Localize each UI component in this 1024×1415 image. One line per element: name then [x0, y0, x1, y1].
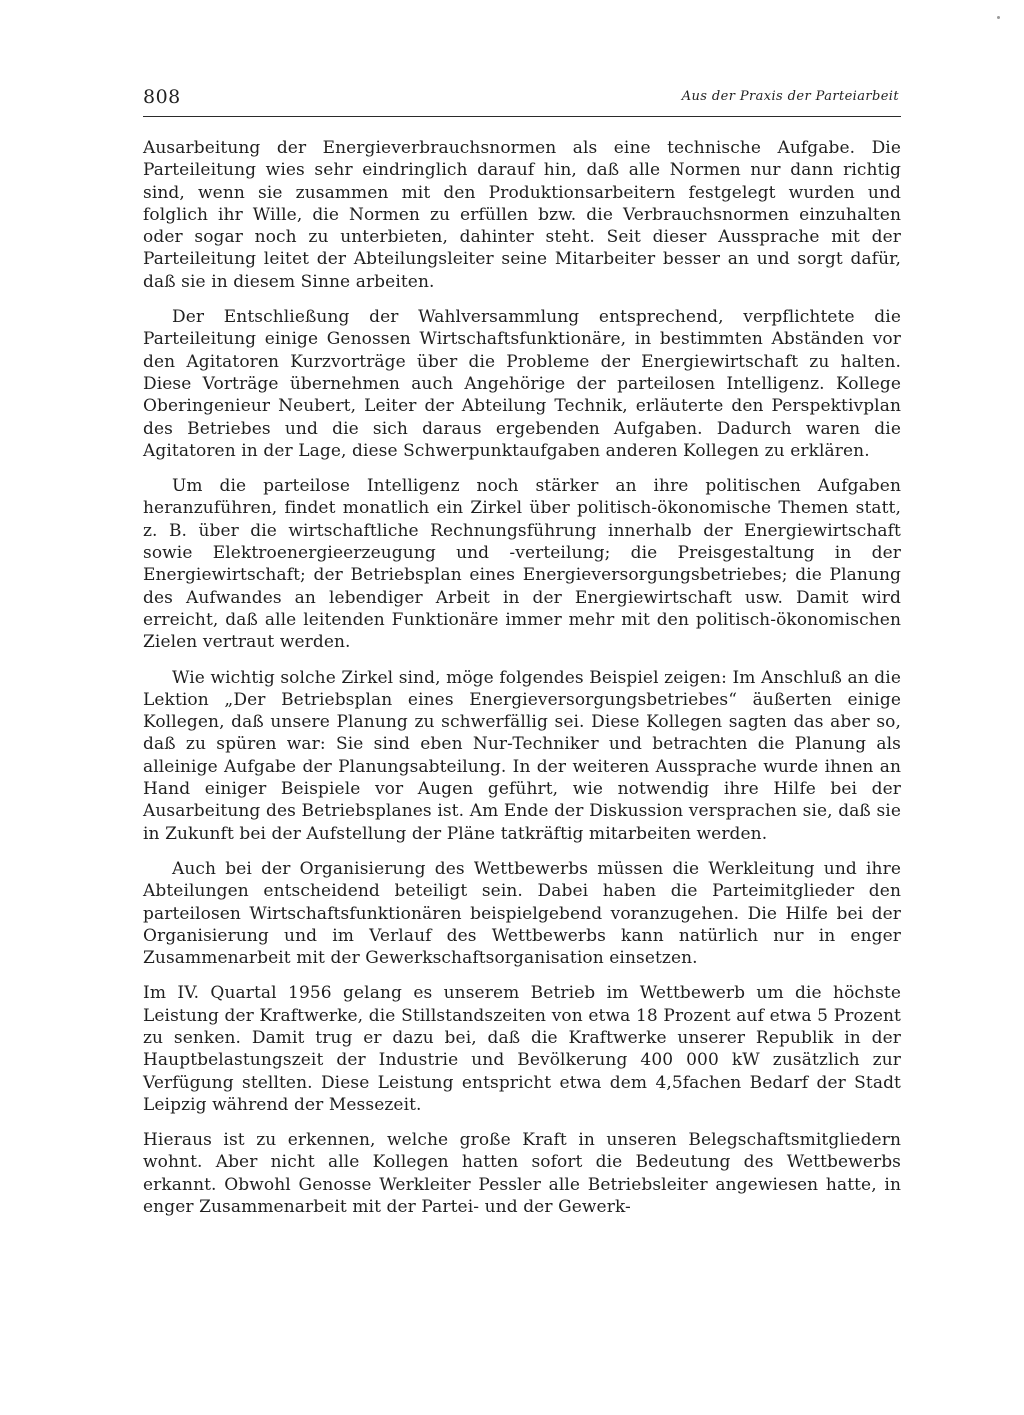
- paragraph-3: Um die parteilose Intelligenz noch stärker an ihre politischen Aufgaben heranzuführen, findet monatlich ein Zirkel über politisch-ökonomische Themen statt, z. B. über die wirtschaftliche Rechnungsführung innerhalb der Energiewirtschaft sowie Elektroenergieerzeugung und -verteilung; die Preisgestaltung in der Energiewirtschaft; der Betriebsplan eines Energieversorgungsbetriebes; die Planung des Aufwandes an lebendiger Arbeit in der Energiewirtschaft usw. Damit wird erreicht, daß alle leitenden Funktionäre immer mehr mit den politisch-ökonomischen Zielen vertraut werden.: [143, 476, 901, 653]
- running-title: Aus der Praxis der Parteiarbeit: [681, 89, 899, 104]
- page-header: [143, 86, 901, 117]
- scan-speck: [997, 16, 1000, 19]
- body-text: [143, 137, 901, 1231]
- paragraph-4: Wie wichtig solche Zirkel sind, möge folgendes Beispiel zeigen: Im Anschluß an die Lektion „Der Betriebsplan eines Energieversorgungsbetriebes“ äußerten einige Kollegen, daß unsere Planung zu schwerfällig sei. Diese Kollegen sagten das aber so, daß zu spüren war: Sie sind eben Nur-Techniker und betrachten die Planung als alleinige Aufgabe der Planungsabteilung. In der weiteren Aussprache wurde ihnen an Hand einiger Beispiele vor Augen geführt, wie notwendig ihre Hilfe bei der Ausarbeitung des Betriebsplanes ist. Am Ende der Diskussion versprachen sie, daß sie in Zukunft bei der Aufstellung der Pläne tatkräftig mitarbeiten werden.: [143, 667, 901, 844]
- paragraph-7: Hieraus ist zu erkennen, welche große Kraft in unseren Belegschaftsmitgliedern wohnt. Aber nicht alle Kollegen hatten sofort die Bedeutung des Wettbewerbs erkannt. Obwohl Genosse Werkleiter Pessler alle Betriebsleiter angewiesen hatte, in enger Zusammenarbeit mit der Partei- und der Gewerk-: [143, 1130, 901, 1218]
- paragraph-1: Ausarbeitung der Energieverbrauchsnormen als eine technische Aufgabe. Die Parteileitung wies sehr eindringlich darauf hin, daß alle Normen nur dann richtig sind, wenn sie zusammen mit den Produktionsarbeitern festgelegt wurden und folglich ihr Wille, die Normen zu erfüllen bzw. die Verbrauchsnormen einzuhalten oder sogar noch zu unterbieten, dahinter steht. Seit dieser Aussprache mit der Parteileitung leitet der Abteilungsleiter seine Mitarbeiter besser an und sorgt dafür, daß sie in diesem Sinne arbeiten.: [143, 138, 901, 292]
- paragraph-6: Im IV. Quartal 1956 gelang es unserem Betrieb im Wettbewerb um die höchste Leistung der Kraftwerke, die Stillstandszeiten von etwa 18 Prozent auf etwa 5 Prozent zu senken. Damit trug er dazu bei, daß die Kraftwerke unserer Republik in der Hauptbelastungszeit der Industrie und Bevölkerung 400 000 kW zusätzlich zur Verfügung stellten. Diese Leistung entspricht etwa dem 4,5fachen Bedarf der Stadt Leipzig während der Messezeit.: [143, 983, 901, 1115]
- paragraph-5: Auch bei der Organisierung des Wettbewerbs müssen die Werkleitung und ihre Abteilungen entscheidend beteiligt sein. Dabei haben die Parteimitglieder den parteilosen Wirtschaftsfunktionären beispielgebend voranzugehen. Die Hilfe bei der Organisierung und im Verlauf des Wettbewerbs kann natürlich nur in enger Zusammenarbeit mit der Gewerkschaftsorganisation einsetzen.: [143, 858, 901, 969]
- paragraph-2: Der Entschließung der Wahlversammlung entsprechend, verpflichtete die Parteileitung einige Genossen Wirtschaftsfunktionäre, in bestimmten Abständen vor den Agitatoren Kurzvorträge über die Probleme der Energiewirtschaft zu halten. Diese Vorträge übernehmen auch Angehörige der parteilosen Intelligenz. Kollege Oberingenieur Neubert, Leiter der Abteilung Technik, erläuterte den Perspektivplan des Betriebes und die sich daraus ergebenden Aufgaben. Dadurch waren die Agitatoren in der Lage, diese Schwerpunktaufgaben anderen Kollegen zu erklären.: [143, 307, 901, 461]
- page-number: 808: [143, 86, 181, 108]
